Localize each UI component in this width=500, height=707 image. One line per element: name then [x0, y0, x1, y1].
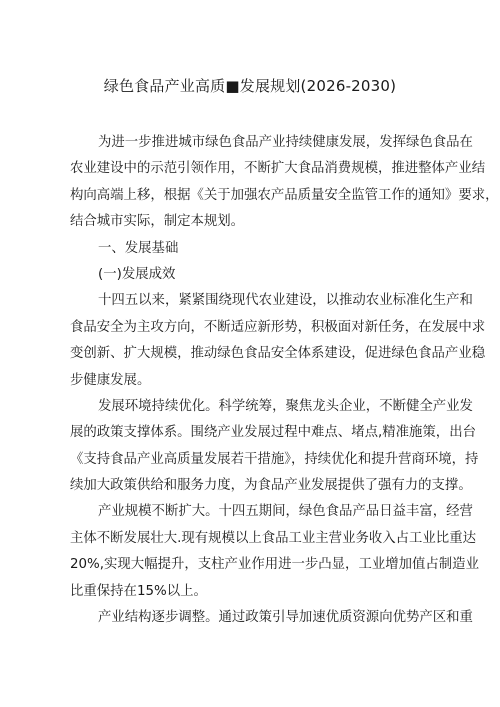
paragraph-line: 结合城市实际，制定本规划。 — [70, 214, 245, 230]
paragraph-line: 步健康发展。 — [70, 372, 151, 388]
paragraph-line: 农业建设中的示范引领作用，不断扩大食品消费规模，推进整体产业结 — [70, 161, 486, 177]
section-heading: 一、发展基础 — [98, 240, 179, 256]
paragraph-line: 产业结构逐步调整。通过政策引导加速优质资源向优势产区和重 — [98, 610, 473, 626]
paragraph-line: 食品安全为主攻方向，不断适应新形势，积极面对新任务，在发展中求 — [70, 319, 486, 335]
paragraph-line: 续加大政策供给和服务力度，为食品产业发展提供了强有力的支撑。 — [70, 478, 472, 494]
subsection-heading: (一)发展成效 — [98, 266, 176, 282]
paragraph-line: 20%,实现大幅提升，支柱产业作用进一步凸显，工业增加值占制造业 — [70, 557, 479, 573]
paragraph-line: 发展环境持续优化。科学统筹，聚焦龙头企业，不断健全产业发 — [98, 398, 473, 414]
document-body — [70, 130, 499, 631]
document-title: 绿色食品产业高质■发展规划(2026-2030) — [103, 77, 397, 95]
paragraph-line: 比重保持在15%以上。 — [70, 583, 207, 599]
paragraph-line: 主体不断发展壮大.现有规模以上食品工业主营业务收入占工业比重达 — [70, 530, 476, 546]
paragraph-line: 构向高端上移，根据《关于加强农产品质量安全监管工作的通知》要求， — [70, 187, 499, 203]
paragraph-line: 展的政策支撑体系。围绕产业发展过程中难点、堵点,精准施策，出台 — [70, 425, 476, 441]
paragraph-line: 十四五以来，紧紧围绕现代农业建设，以推动农业标准化生产和 — [98, 293, 473, 309]
paragraph-line: 为进一步推进城市绿色食品产业持续健康发展，发挥绿色食品在 — [98, 135, 473, 150]
paragraph-line: 《支持食品产业高质量发展若干措施》，持续优化和提升营商环境，持 — [70, 451, 479, 467]
paragraph-line: 变创新、扩大规模，推动绿色食品安全体系建设，促进绿色食品产业稳 — [70, 346, 486, 362]
paragraph-line: 产业规模不断扩大。十四五期间，绿色食品产品日益丰富，经营 — [98, 504, 473, 520]
